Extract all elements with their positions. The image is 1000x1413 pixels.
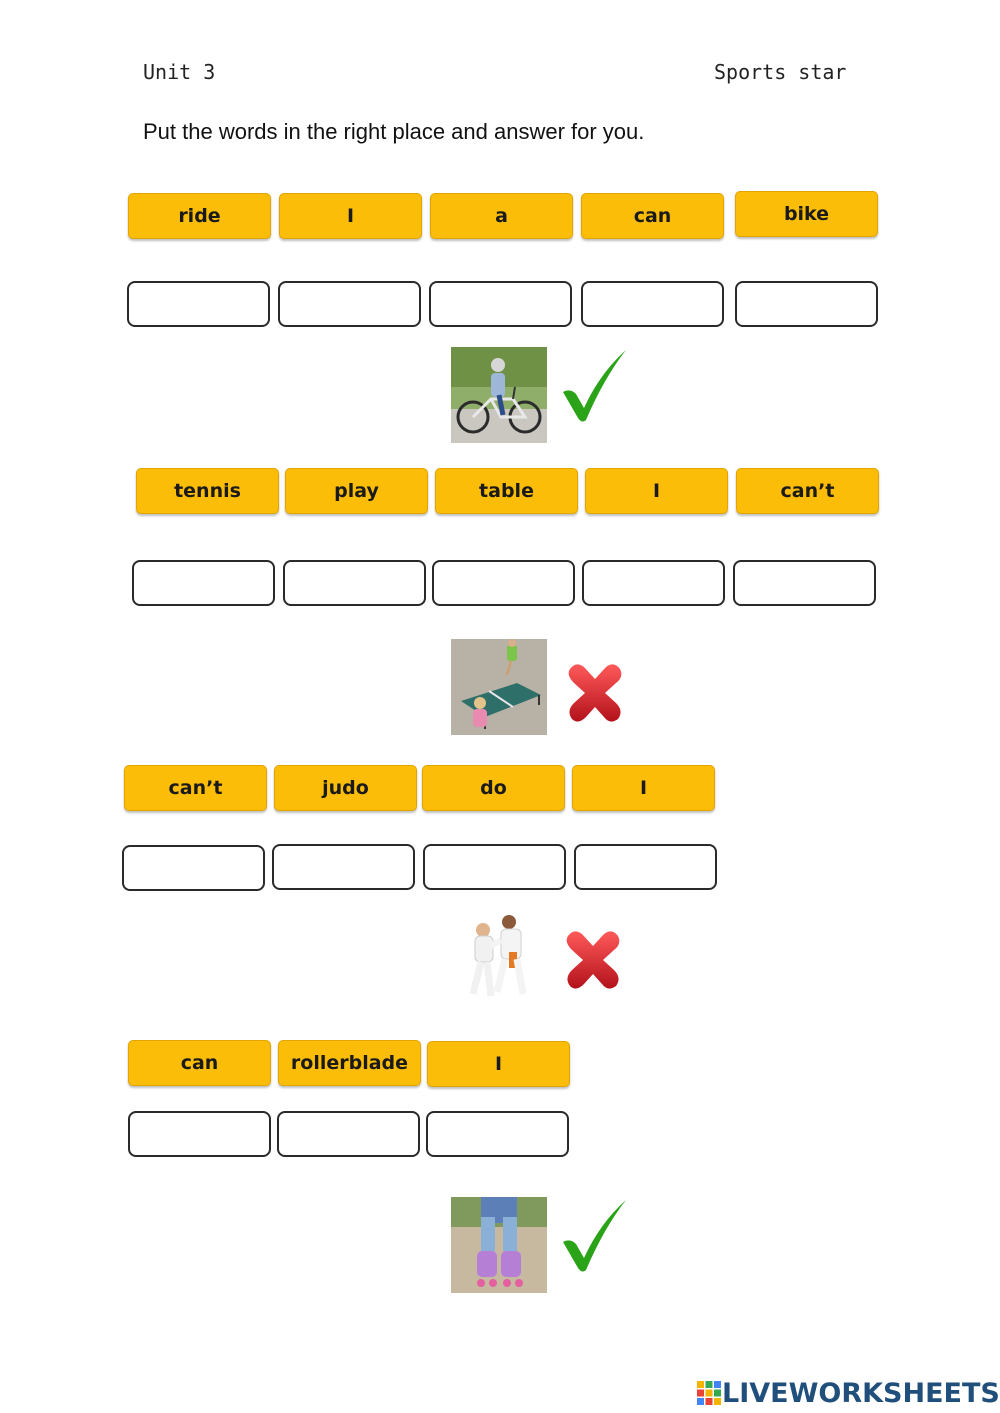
instruction-text: Put the words in the right place and answer for you. bbox=[143, 119, 645, 144]
drop-slot[interactable] bbox=[582, 560, 725, 606]
unit-label: Unit 3 bbox=[143, 60, 216, 84]
cross-icon bbox=[558, 922, 628, 1002]
liveworksheets-logo bbox=[696, 1378, 1000, 1408]
drop-slot[interactable] bbox=[735, 281, 878, 327]
drop-slot[interactable] bbox=[277, 1111, 420, 1157]
drop-slot[interactable] bbox=[423, 844, 566, 890]
drop-slot[interactable] bbox=[432, 560, 575, 606]
word-tile[interactable]: rollerblade bbox=[278, 1040, 421, 1086]
brand-name: LIVEWORKSHEETS bbox=[722, 1377, 1000, 1409]
check-icon bbox=[560, 1198, 630, 1278]
drop-slot[interactable] bbox=[574, 844, 717, 890]
word-tile[interactable]: can bbox=[581, 193, 724, 239]
rollerblade-photo bbox=[451, 1197, 547, 1293]
topic-label: Sports star bbox=[714, 60, 847, 84]
word-tile[interactable]: a bbox=[430, 193, 573, 239]
drop-slot[interactable] bbox=[272, 844, 415, 890]
word-tile[interactable]: I bbox=[427, 1041, 570, 1087]
judo-photo bbox=[451, 912, 547, 1008]
word-tile[interactable]: judo bbox=[274, 765, 417, 811]
word-tile[interactable]: ride bbox=[128, 193, 271, 239]
word-tile[interactable]: I bbox=[572, 765, 715, 811]
word-tile[interactable]: bike bbox=[735, 191, 878, 237]
word-tile[interactable]: can bbox=[128, 1040, 271, 1086]
word-tile[interactable]: table bbox=[435, 468, 578, 514]
drop-slot[interactable] bbox=[426, 1111, 569, 1157]
drop-slot[interactable] bbox=[581, 281, 724, 327]
drop-slot[interactable] bbox=[429, 281, 572, 327]
cross-icon bbox=[560, 655, 630, 735]
word-tile[interactable]: I bbox=[585, 468, 728, 514]
brand-grid-icon bbox=[696, 1380, 722, 1406]
word-tile[interactable]: I bbox=[279, 193, 422, 239]
bike-rider-photo bbox=[451, 347, 547, 443]
drop-slot[interactable] bbox=[128, 1111, 271, 1157]
drop-slot[interactable] bbox=[283, 560, 426, 606]
drop-slot[interactable] bbox=[132, 560, 275, 606]
drop-slot[interactable] bbox=[127, 281, 270, 327]
word-tile[interactable]: can’t bbox=[124, 765, 267, 811]
table-tennis-photo bbox=[451, 639, 547, 735]
drop-slot[interactable] bbox=[278, 281, 421, 327]
word-tile[interactable]: can’t bbox=[736, 468, 879, 514]
check-icon bbox=[560, 348, 630, 428]
word-tile[interactable]: tennis bbox=[136, 468, 279, 514]
word-tile[interactable]: play bbox=[285, 468, 428, 514]
drop-slot[interactable] bbox=[733, 560, 876, 606]
word-tile[interactable]: do bbox=[422, 765, 565, 811]
drop-slot[interactable] bbox=[122, 845, 265, 891]
